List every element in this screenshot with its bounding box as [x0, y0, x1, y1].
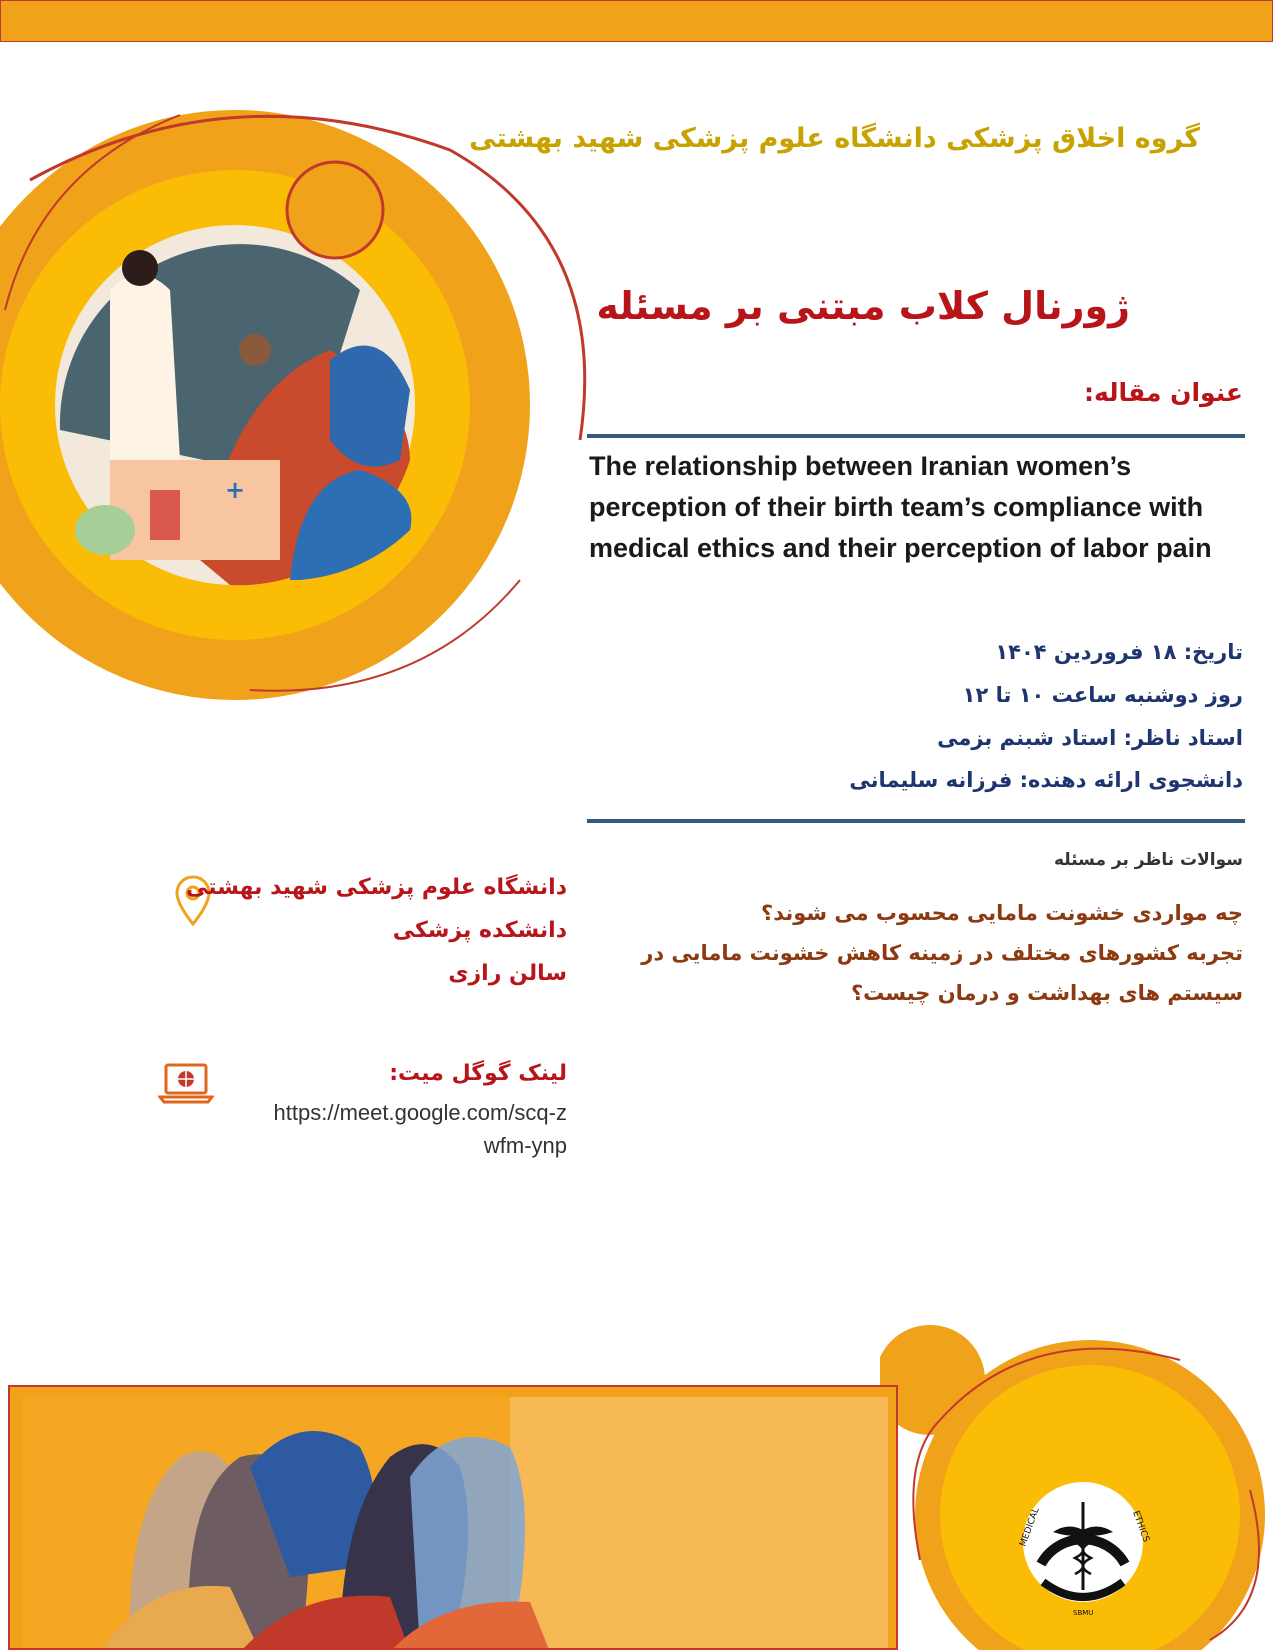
meet-link-url[interactable]: https://meet.google.com/scq-zwfm-ynp [273, 1100, 567, 1158]
question-item: تجربه کشورهای مختلف در زمینه کاهش خشونت مامایی در سیستم های بهداشت و درمان چیست؟ [641, 941, 1243, 1005]
svg-text:+: + [225, 476, 246, 504]
article-title-label: عنوان مقاله: [1084, 378, 1243, 407]
logo-text-left: MEDICAL [1018, 1506, 1042, 1549]
medical-ethics-logo [1013, 1472, 1153, 1632]
session-presenter: دانشجوی ارائه دهنده: فرزانه سلیمانی [849, 768, 1243, 792]
logo-text-right: ETHICS [1130, 1509, 1151, 1544]
footer-illustration [8, 1385, 898, 1650]
session-date: تاریخ: ۱۸ فروردین ۱۴۰۴ [995, 640, 1243, 664]
header-illustration [0, 60, 620, 710]
location-university: دانشگاه علوم پزشکی شهید بهشتی [186, 875, 567, 900]
logo-text-bottom: SBMU [1073, 1609, 1094, 1617]
article-title: The relationship between Iranian women’s perception of their birth team’s compliance with medical ethics and their perception of labor pain [589, 451, 1212, 563]
divider-bottom [587, 819, 1245, 823]
meet-link-label: لینک گوگل میت: [389, 1061, 567, 1086]
organization-title: گروه اخلاق پزشکی دانشگاه علوم پزشکی شهید بهشتی [469, 123, 1200, 154]
divider-top [587, 434, 1245, 438]
session-time: روز دوشنبه ساعت ۱۰ تا ۱۲ [962, 683, 1243, 707]
question-item: چه مواردی خشونت مامایی محسوب می شوند؟ [761, 901, 1243, 925]
journal-club-title: ژورنال کلاب مبتنی بر مسئله [596, 284, 1130, 328]
location-faculty: دانشکده پزشکی [392, 918, 567, 943]
questions-heading: سوالات ناظر بر مسئله [1053, 850, 1243, 870]
laptop-globe-icon [158, 1062, 214, 1104]
top-banner [0, 0, 1273, 42]
session-supervisor: استاد ناظر: استاد شبنم بزمی [937, 726, 1243, 750]
location-hall: سالن رازی [448, 961, 567, 986]
